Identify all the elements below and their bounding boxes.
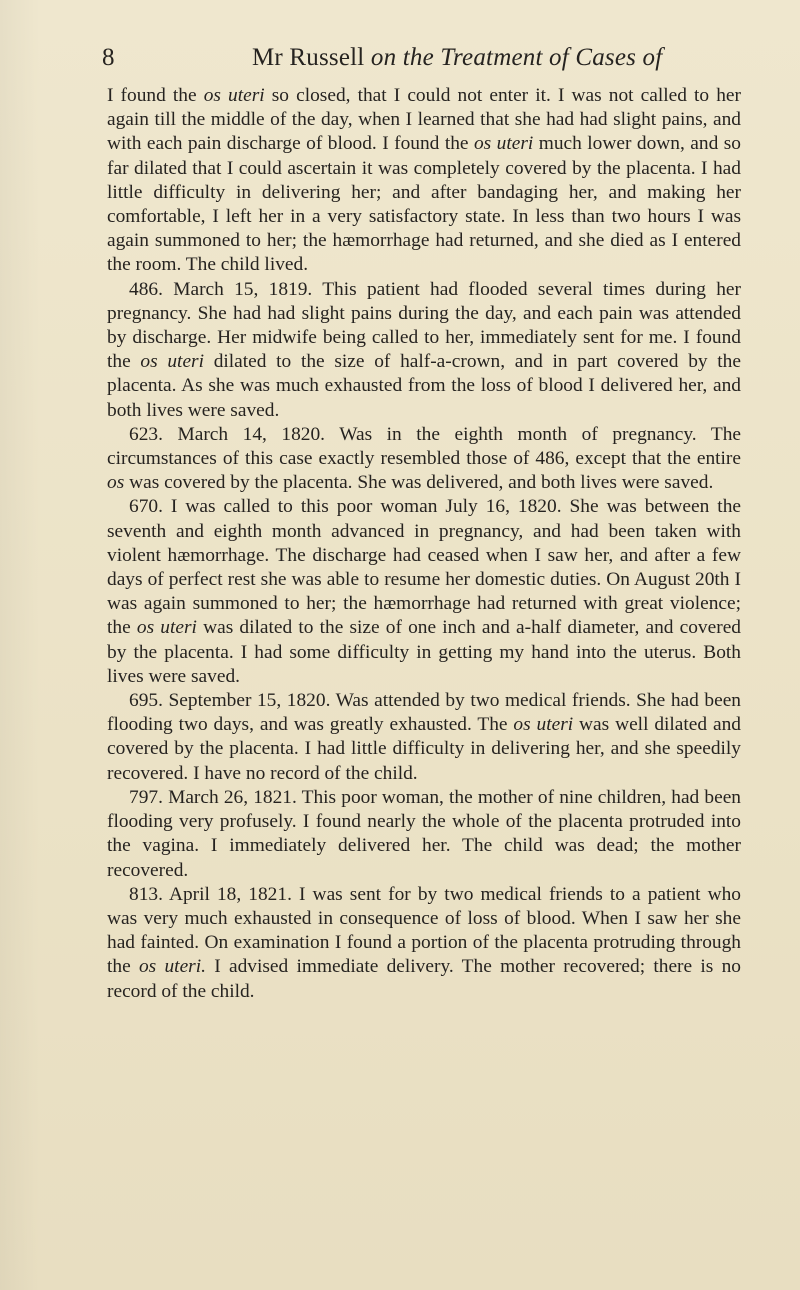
italic-term: os uteri <box>473 133 534 155</box>
text-run: 813. April 18, 1821. I was sent for by two medical friends to a patient who was very much exhausted in consequence of loss of blood. When I saw her she had fainted. On examination I found a portion of the placenta protruding through the <box>107 883 741 978</box>
italic-term: os uteri <box>140 351 204 373</box>
case-paragraph <box>107 786 741 883</box>
running-head-title: on the Treatment of Cases of <box>370 44 663 71</box>
text-run: was dilated to the size of one inch and a-half diameter, and covered by the placenta. I had some difficulty in getting my hand into the uterus. Both lives were saved. <box>107 617 741 687</box>
page-header <box>102 44 742 84</box>
body-text <box>107 84 741 1004</box>
running-head-author: Mr Russell <box>252 44 365 71</box>
italic-term: os uteri <box>203 85 265 106</box>
text-run: was well dilated and covered by the placenta. I had little difficulty in delivering her, and she speedily recovered. I have no record of the child. <box>107 714 741 784</box>
italic-term: os uteri <box>136 617 197 639</box>
text-run: 486. March 15, 1819. This patient had flooded several times during her pregnancy. She had had slight pains during the day, and each pain was attended by discharge. Her midwife being called to her, immediately sent for me. I found the <box>107 278 741 373</box>
text-run: dilated to the size of half-a-crown, and in part covered by the placenta. As she was much exhausted from the loss of blood I delivered her, and both lives were saved. <box>107 351 741 421</box>
case-paragraph <box>107 689 741 786</box>
text-run: was covered by the placenta. She was delivered, and both lives were saved. <box>124 472 714 494</box>
text-run: so closed, that I could not enter it. I was not called to her again till the middle of the day, when I learned that she had had slight pains, and with each pain discharge of blood. I found the <box>107 85 741 155</box>
text-run: much lower down, and so far dilated that I could ascertain it was completely covered by the placenta. I had little difficulty in delivering her; and after bandaging her, and making her comfortable, I left her in a very satisfactory state. In less than two hours I was again summoned to her; the hæmorrhage had returned, and she died as I entered the room. The child lived. <box>107 133 741 276</box>
case-paragraph <box>107 495 741 689</box>
text-run: 695. September 15, 1820. Was attended by two medical friends. She had been flooding two days, and was greatly exhausted. The <box>107 690 741 736</box>
text-run: 670. I was called to this poor woman July 16, 1820. She was between the seventh and eighth month advanced in pregnancy, and had been taken with violent hæmorrhage. The discharge had ceased when I saw her, and after a few days of perfect rest she was able to resume her domestic duties. On August 20th I was again summoned to her; the hæmorrhage had returned with great violence; the <box>107 496 741 639</box>
italic-term: os uteri <box>513 714 574 736</box>
case-paragraph <box>107 278 741 423</box>
paragraph <box>107 84 741 278</box>
text-run: I found the <box>107 85 204 106</box>
text-run: I advised immediate delivery. The mother recovered; there is no record of the child. <box>107 956 741 1002</box>
text-run: 797. March 26, 1821. This poor woman, the mother of nine children, had been flooding very profusely. I found nearly the whole of the placenta protruded into the vagina. I immediately delivered her. The child was dead; the mother recovered. <box>107 786 741 881</box>
case-paragraph <box>107 423 741 496</box>
italic-term: os uteri. <box>138 956 206 978</box>
page-number: 8 <box>102 44 115 71</box>
text-run: 623. March 14, 1820. Was in the eighth month of pregnancy. The circumstances of this case exactly resembled those of 486, except that the entire <box>107 423 741 470</box>
italic-term: os <box>107 472 125 494</box>
case-paragraph <box>107 883 741 1004</box>
running-head <box>252 44 662 72</box>
